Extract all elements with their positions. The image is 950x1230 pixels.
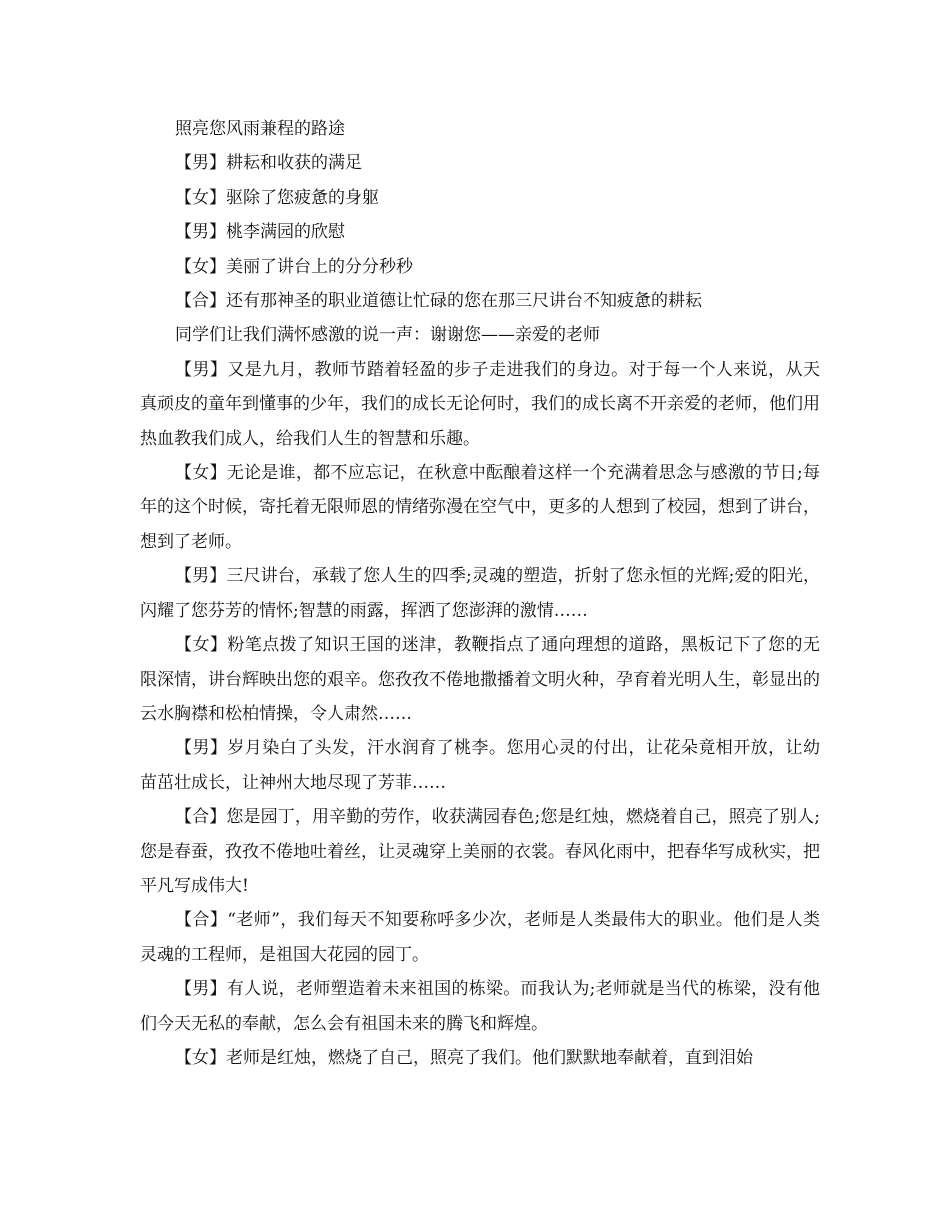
paragraph: 【女】老师是红烛，燃烧了自己，照亮了我们。他们默默地奉献着，直到泪始 bbox=[175, 1047, 753, 1068]
paragraph: 【女】粉笔点拨了知识王国的迷津，教鞭指点了通向理想的道路，黑板记下了您的无限深情，讲台辉映出您的艰辛。您孜孜不倦地撒播着文明火种，孕育着光明人生，彰显出的云水胸襟和松柏情操，令人肃然…… bbox=[140, 635, 820, 724]
paragraph: 【女】无论是谁，都不应忘记，在秋意中酝酿着这样一个充满着思念与感激的节日;每年的这个时候，寄托着无限师恩的情绪弥漫在空气中，更多的人想到了校园，想到了讲台，想到了老师。 bbox=[140, 463, 820, 552]
paragraph: 【合】“老师”，我们每天不知要称呼多少次，老师是人类最伟大的职业。他们是人类灵魂的工程师，是祖国大花园的园丁。 bbox=[140, 910, 820, 965]
text-line: 同学们让我们满怀感激的说一声：谢谢您——亲爱的老师 bbox=[175, 325, 600, 346]
text-line: 【男】桃李满园的欣慰 bbox=[175, 222, 345, 243]
text-line: 照亮您风雨兼程的路途 bbox=[175, 119, 345, 139]
text-line: 【男】耕耘和收获的满足 bbox=[175, 153, 362, 174]
paragraph: 【男】岁月染白了头发，汗水润育了桃李。您用心灵的付出，让花朵竟相开放，让幼苗茁壮成长，让神州大地尽现了芳菲…… bbox=[140, 738, 820, 793]
paragraph: 【男】有人说，老师塑造着未来祖国的栋梁。而我认为;老师就是当代的栋梁，没有他们今天无私的奉献，怎么会有祖国未来的腾飞和辉煌。 bbox=[140, 979, 820, 1034]
paragraph: 【男】三尺讲台，承载了您人生的四季;灵魂的塑造，折射了您永恒的光辉;爱的阳光，闪耀了您芬芳的情怀;智慧的雨露，挥洒了您澎湃的激情…… bbox=[140, 566, 820, 621]
paragraph: 【男】又是九月，教师节踏着轻盈的步子走进我们的身边。对于每一个人来说，从天真顽皮的童年到懂事的少年，我们的成长无论何时，我们的成长离不开亲爱的老师，他们用热血教我们成人，给我们人生的智慧和乐趣。 bbox=[140, 359, 820, 449]
text-line: 【女】美丽了讲台上的分分秒秒 bbox=[175, 256, 413, 277]
document-body bbox=[140, 112, 820, 1075]
text-line: 【合】还有那神圣的职业道德让忙碌的您在那三尺讲台不知疲惫的耕耘 bbox=[175, 291, 702, 312]
paragraph: 【合】您是园丁，用辛勤的劳作，收获满园春色;您是红烛，燃烧着自己，照亮了别人;您是春蚕，孜孜不倦地吐着丝，让灵魂穿上美丽的衣裳。春风化雨中，把春华写成秋实，把平凡写成伟大! bbox=[140, 807, 820, 896]
text-line: 【女】驱除了您疲惫的身躯 bbox=[175, 187, 379, 208]
